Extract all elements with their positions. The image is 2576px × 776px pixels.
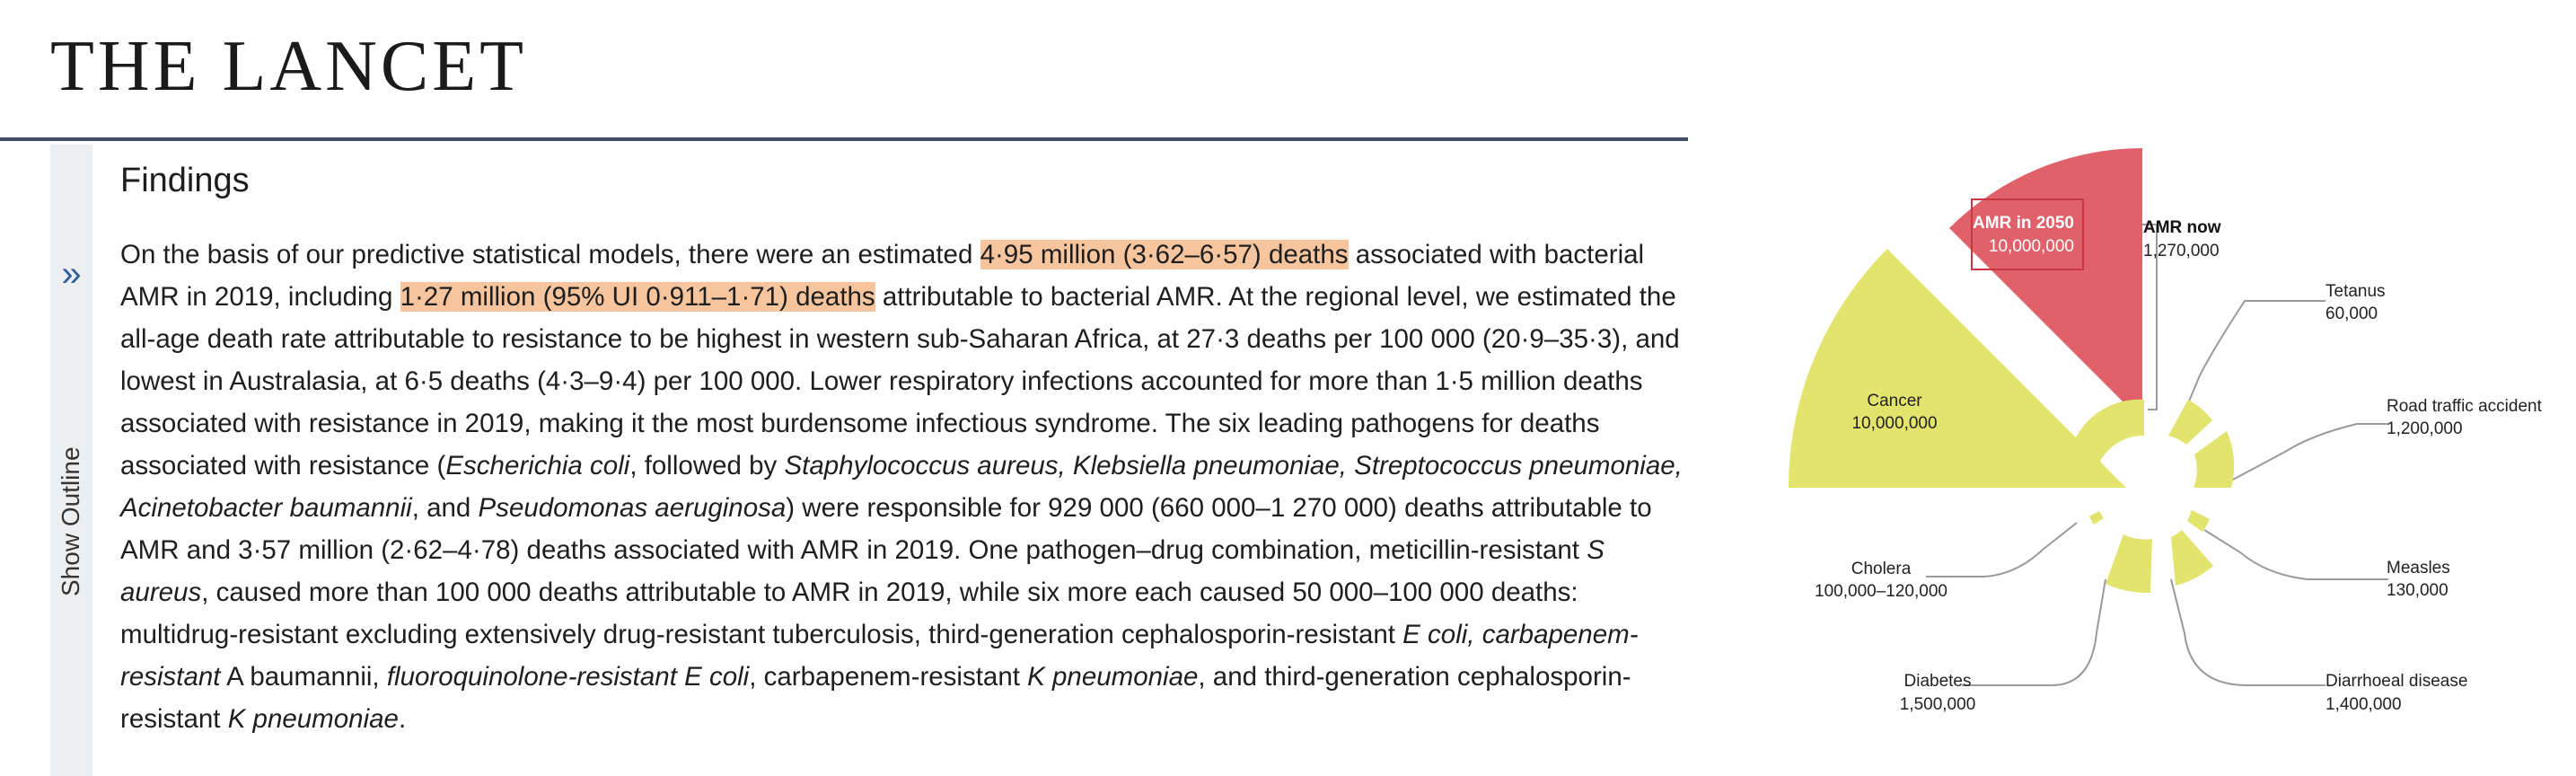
amr-now-label: AMR now — [2143, 218, 2221, 237]
italic-run: fluoroquinolone-resistant E coli — [386, 662, 750, 692]
text-run: , and third-generation cephalosporin-resistant — [120, 662, 1631, 734]
connector-diarrhoeal — [2171, 579, 2325, 685]
measles-label: Measles — [2387, 559, 2450, 578]
italic-run: S aureus — [120, 535, 1605, 607]
show-outline-label[interactable]: Show Outline — [57, 446, 84, 596]
diabetes-value: 1,500,000 — [1899, 695, 1976, 714]
wedge-diarrhoeal — [2171, 530, 2213, 586]
highlight-associated-deaths: 4·95 million (3·62–6·57) deaths — [980, 240, 1349, 269]
amr-now-value: 1,270,000 — [2143, 242, 2220, 260]
wedge-cholera — [2089, 511, 2104, 525]
text-run: ) were responsible for 929 000 (660 000–1 270 000) deaths attributable to AMR and 3·57 million (2·62–4·78) deaths associated with AMR in 2019. One pathogen–drug combination, meticillin-resistant — [120, 493, 1652, 565]
text-run: associated with bacterial AMR in 2019, including — [120, 240, 1645, 312]
measles-value: 130,000 — [2387, 581, 2449, 600]
wedge-amr-now — [2070, 400, 2144, 467]
text-run: , and — [411, 493, 479, 523]
diarrhoeal-value: 1,400,000 — [2325, 695, 2402, 714]
tetanus-value: 60,000 — [2325, 304, 2378, 323]
text-run: , carbapenem-resistant — [749, 662, 1028, 692]
italic-run: Staphylococcus aureus, Klebsiella pneumoniae, Streptococcus pneumoniae, Acinetobacter baumannii — [120, 451, 1683, 523]
italic-run: Pseudomonas aeruginosa — [478, 493, 787, 523]
italic-run: Escherichia coli — [445, 451, 630, 481]
amr-deaths-infographic — [1728, 135, 2572, 745]
wedge-tetanus — [2168, 400, 2212, 445]
connector-road — [2231, 424, 2388, 481]
road-traffic-value: 1,200,000 — [2387, 419, 2463, 438]
text-run: , followed by — [629, 451, 785, 481]
text-run: , caused more than 100 000 deaths attributable to AMR in 2019, while six more each caused 50 000–100 000 deaths: multidrug-resistant excluding extensively drug-resistant tuberculosis, third-generation cephalosporin-resistant — [120, 578, 1578, 649]
show-outline-tab[interactable] — [50, 145, 92, 776]
amr-2050-label: AMR in 2050 — [1973, 214, 2074, 233]
findings-paragraph — [120, 234, 1683, 740]
road-traffic-label: Road traffic accident — [2387, 397, 2542, 416]
italic-run: K pneumoniae — [1027, 662, 1199, 692]
italic-run: K pneumoniae — [227, 704, 399, 734]
connector-measles — [2204, 530, 2388, 579]
journal-logo[interactable]: THE LANCET — [50, 27, 528, 106]
cholera-value: 100,000–120,000 — [1815, 582, 1947, 601]
text-run: On the basis of our predictive statistical models, there were an estimated — [120, 240, 980, 269]
cancer-label: Cancer — [1867, 392, 1922, 410]
wedge-diabetes — [2106, 534, 2152, 593]
wedge-road-traffic — [2194, 431, 2234, 488]
text-run: A baumannii, — [220, 662, 387, 692]
cholera-label: Cholera — [1851, 560, 1912, 578]
site-header — [0, 0, 1688, 141]
connector-cholera — [1926, 523, 2077, 577]
diarrhoeal-label: Diarrhoeal disease — [2325, 672, 2468, 691]
text-run: attributable to bacterial AMR. At the regional level, we estimated the all-age death rate attributable to resistance to be highest in western sub-Saharan Africa, at 27·3 deaths per 100 000 (20·9–35·3), and lowest in Australasia, at 6·5 deaths (4·3–9·4) per 100 000. Lower respiratory infections accounted for more than 1·5 million deaths associated with resistance in 2019, making it the most burdensome infectious syndrome. The six leading pathogens for deaths associated with resistance ( — [120, 282, 1680, 481]
amr-2050-value: 10,000,000 — [1988, 237, 2074, 256]
text-run: . — [398, 704, 407, 734]
italic-run: E coli, carbapenem-resistant — [120, 620, 1639, 692]
cancer-value: 10,000,000 — [1851, 414, 1938, 433]
highlight-attributable-deaths: 1·27 million (95% UI 0·911–1·71) deaths — [400, 282, 875, 312]
chevron-double-right-icon[interactable]: » — [61, 254, 82, 294]
tetanus-label: Tetanus — [2325, 282, 2386, 301]
findings-heading: Findings — [120, 162, 250, 199]
wedge-measles — [2187, 510, 2210, 532]
diabetes-label: Diabetes — [1903, 672, 1972, 691]
connector-diabetes — [1962, 579, 2106, 685]
infographic-svg — [1728, 135, 2572, 745]
